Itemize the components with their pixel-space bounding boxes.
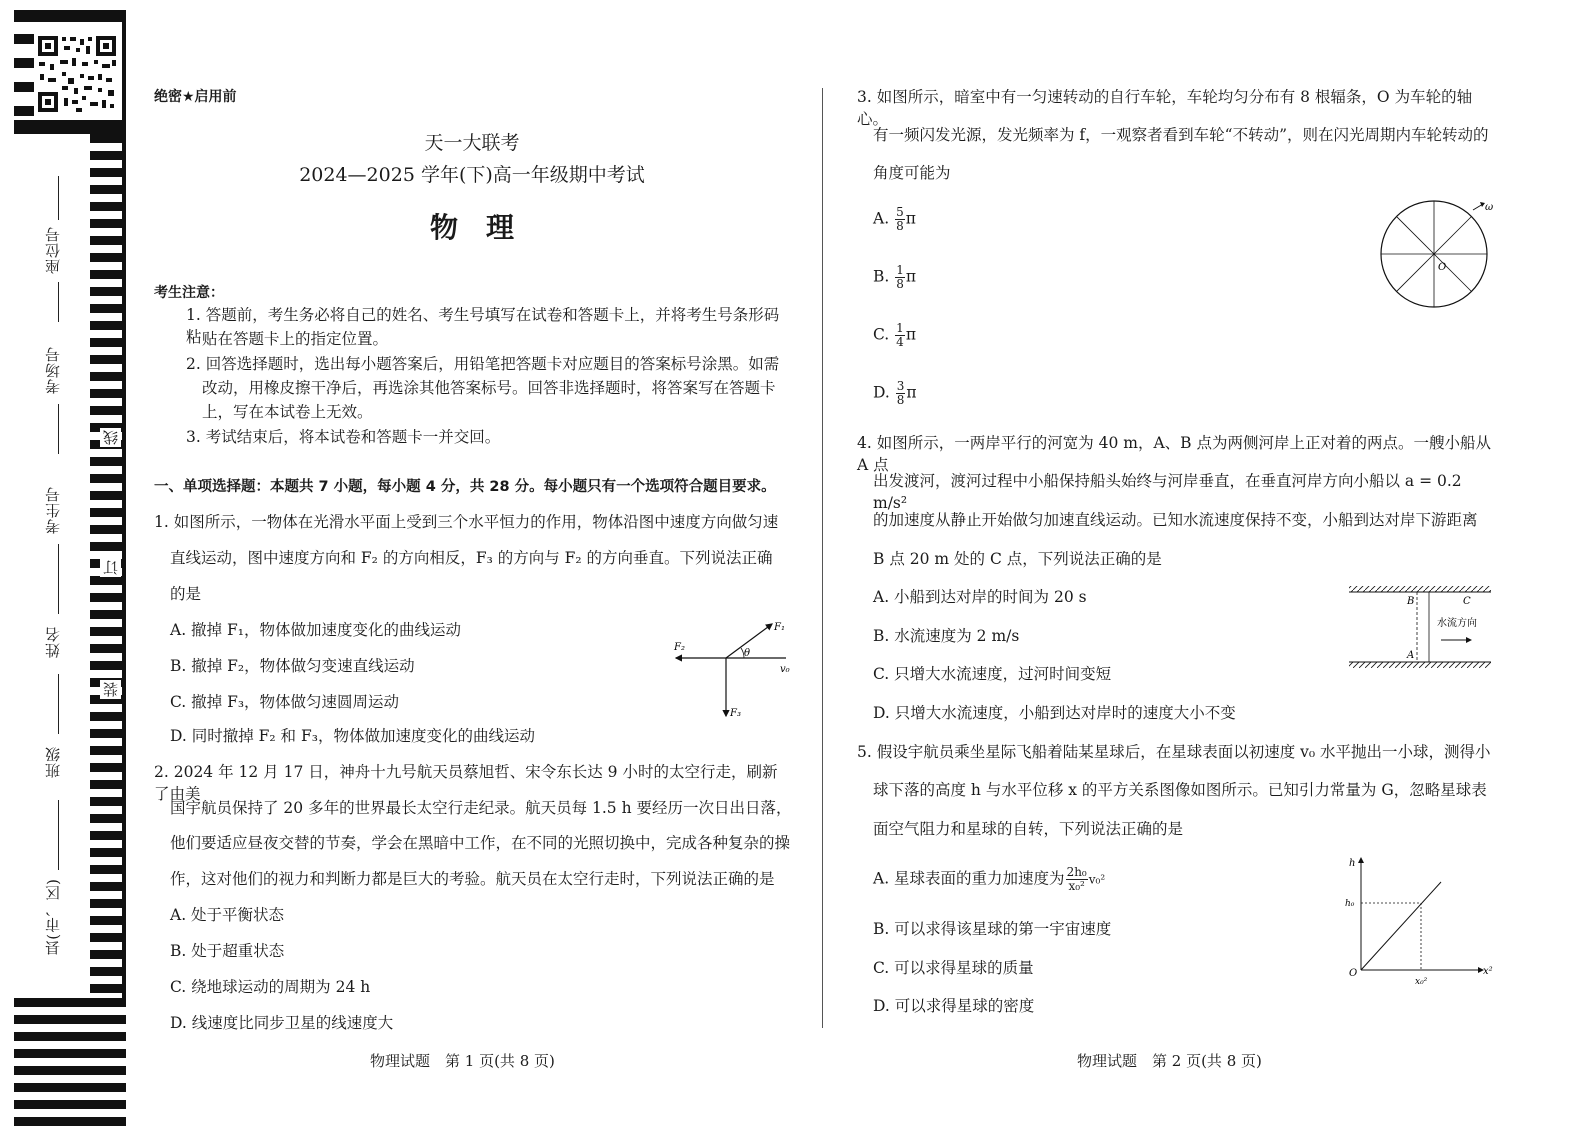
- q5-stem: 球下落的高度 h 与水平位移 x 的平方关系图像如图所示。已知引力常量为 G，忽略星球表: [873, 781, 1487, 799]
- q3-option-c[interactable]: C. $\frac{1}{4}$ π: [873, 321, 916, 349]
- exam-title: 2024—2025 学年(下)高一年级期中考试: [299, 164, 645, 186]
- notice-line: 改动，用橡皮擦干净后，再选涂其他答案标号。回答非选择题时，将答案写在答题卡: [202, 379, 776, 397]
- q3-stem: 3. 如图所示，暗室中有一匀速转动的自行车轮，车轮均匀分布有 8 根辐条，O 为车轮的轴心。: [857, 88, 1473, 128]
- q4-fig-b: B: [1407, 596, 1415, 607]
- q5-stem: 面空气阻力和星球的自转，下列说法正确的是: [873, 820, 1184, 838]
- class-line[interactable]: [58, 800, 59, 870]
- seat-number-line-lower: [58, 282, 59, 322]
- q3-stem: 有一频闪发光源，发光频率为 f，一观察者看到车轮“不转动”，则在闪光周期内车轮转动的: [873, 126, 1489, 144]
- cut-mark-bind: 订: [102, 560, 120, 575]
- q5-fig-x0: x₀²: [1415, 977, 1428, 987]
- name-line[interactable]: [58, 674, 59, 734]
- q3-option-d[interactable]: D. $\frac{3}{8}$ π: [873, 379, 917, 407]
- q4-option-d[interactable]: D. 只增大水流速度，小船到达对岸时的速度大小不变: [873, 704, 1236, 722]
- q5-fig-origin: O: [1349, 968, 1358, 979]
- q2-option-d[interactable]: D. 线速度比同步卫星的线速度大: [170, 1014, 394, 1032]
- q3-fig-center: O: [1438, 262, 1447, 273]
- q3-stem: 角度可能为: [873, 164, 951, 182]
- q5-fig-x-axis: x²: [1483, 966, 1493, 977]
- q5-fig-h0: h₀: [1345, 899, 1355, 909]
- q5-graph: [1333, 852, 1493, 992]
- q1-stem: 直线运动，图中速度方向和 F₂ 的方向相反，F₃ 的方向与 F₂ 的方向垂直。下列说法正确: [170, 549, 773, 567]
- notice-line: 1. 答题前，考生务必将自己的姓名、考生号填写在试卷和答题卡上，并将考生号条形码粘: [186, 306, 780, 346]
- section-heading: 一、单项选择题：本题共 7 小题，每小题 4 分，共 28 分。每小题只有一个选项符合题目要求。: [154, 479, 776, 495]
- q1-fig-v0: v₀: [780, 664, 790, 675]
- q1-stem: 1. 如图所示，一物体在光滑水平面上受到三个水平恒力的作用，物体沿图中速度方向做匀速: [154, 513, 779, 531]
- q4-stem: B 点 20 m 处的 C 点，下列说法正确的是: [873, 550, 1162, 568]
- q2-option-a[interactable]: A. 处于平衡状态: [170, 906, 285, 924]
- binding-strip: [0, 0, 130, 1138]
- q4-fig-a: A: [1407, 650, 1415, 661]
- notice-line: 贴在答题卡上的指定位置。: [202, 330, 389, 348]
- q1-fig-f3: F₃: [730, 708, 741, 719]
- q5-option-a[interactable]: A. 星球表面的重力加速度为 $\frac{\text{2h₀}}{\text{x₀²}}$ v₀²: [873, 865, 1106, 893]
- exam-room-label: 考场号: [44, 346, 62, 394]
- exam-org: 天一大联考: [424, 132, 520, 154]
- page-2-footer: 物理试题 第 2 页(共 8 页): [1077, 1052, 1262, 1070]
- q1-option-d[interactable]: D. 同时撤掉 F₂ 和 F₃，物体做加速度变化的曲线运动: [170, 727, 535, 745]
- q2-stem: 他们要适应昼夜交替的节奏，学会在黑暗中工作，在不同的光照切换中，完成各种复杂的操: [170, 834, 791, 852]
- q5-fig-h-axis: h: [1349, 858, 1356, 869]
- q2-stem: 2. 2024 年 12 月 17 日，神舟十九号航天员蔡旭哲、宋令东长达 9 小时的太空行走，刷新了由美: [154, 763, 778, 803]
- q4-option-c[interactable]: C. 只增大水流速度，过河时间变短: [873, 665, 1112, 683]
- q2-stem: 国宇航员保持了 20 多年的世界最长太空行走纪录。航天员每 1.5 h 要经历一次日出日落，: [170, 799, 792, 817]
- q1-option-c[interactable]: C. 撤掉 F₃，物体做匀速圆周运动: [170, 693, 400, 711]
- name-label: 姓名: [44, 626, 62, 658]
- notice-title: 考生注意：: [154, 285, 224, 301]
- q1-option-a[interactable]: A. 撤掉 F₁，物体做加速度变化的曲线运动: [170, 621, 461, 639]
- county-label: 县(市、区): [44, 878, 62, 956]
- q1-fig-f2: F₂: [674, 642, 685, 653]
- notice-line: 2. 回答选择题时，选出每小题答案后，用铅笔把答题卡对应题目的答案标号涂黑。如需: [186, 355, 780, 373]
- q2-stem: 作，这对他们的视力和判断力都是巨大的考验。航天员在太空行走时，下列说法正确的是: [170, 870, 775, 888]
- q5-stem: 5. 假设宇航员乘坐星际飞船着陆某星球后，在星球表面以初速度 v₀ 水平抛出一小球，测得小: [857, 743, 1491, 761]
- column-divider: [822, 88, 823, 1028]
- q1-force-diagram: [670, 612, 800, 722]
- page-1-footer: 物理试题 第 1 页(共 8 页): [370, 1052, 555, 1070]
- q4-river-diagram: [1347, 584, 1493, 670]
- notice-line: 3. 考试结束后，将本试卷和答题卡一并交回。: [186, 428, 501, 446]
- q4-option-b[interactable]: B. 水流速度为 2 m/s: [873, 627, 1020, 645]
- q5-option-b[interactable]: B. 可以求得该星球的第一宇宙速度: [873, 920, 1112, 938]
- subject-title: 物 理: [429, 211, 514, 244]
- q1-fig-f1: F₁: [774, 622, 785, 633]
- qr-code-icon: [36, 34, 118, 114]
- seat-number-line[interactable]: [58, 176, 59, 220]
- q4-fig-c: C: [1463, 596, 1471, 607]
- q4-stem: 4. 如图所示，一两岸平行的河宽为 40 m，A、B 点为两侧河岸上正对着的两点。一艘小船从 A 点: [857, 434, 1492, 474]
- cut-mark-line: 线: [102, 430, 120, 445]
- q2-option-c[interactable]: C. 绕地球运动的周期为 24 h: [170, 978, 371, 996]
- seat-number-label: 座位号: [44, 226, 62, 274]
- q4-fig-flow: 水流方向: [1437, 618, 1477, 629]
- q5-option-c[interactable]: C. 可以求得星球的质量: [873, 959, 1034, 977]
- class-label: 班级: [44, 746, 62, 778]
- q3-wheel-diagram: [1377, 196, 1497, 316]
- q4-stem: 出发渡河，渡河过程中小船保持船头始终与河岸垂直，在垂直河岸方向小船以 a = 0.2 m/s²: [873, 472, 1462, 512]
- q4-stem: 的加速度从静止开始做匀加速直线运动。已知水流速度保持不变，小船到达对岸下游距离: [873, 511, 1478, 529]
- q3-fig-omega: ω: [1485, 202, 1494, 213]
- exam-room-line[interactable]: [58, 404, 59, 454]
- q5-option-d[interactable]: D. 可以求得星球的密度: [873, 997, 1035, 1015]
- q4-option-a[interactable]: A. 小船到达对岸的时间为 20 s: [873, 588, 1087, 606]
- q1-stem: 的是: [170, 585, 202, 603]
- candidate-number-label: 考生号: [44, 486, 62, 534]
- q1-fig-theta: θ: [744, 648, 751, 659]
- q3-option-b[interactable]: B. $\frac{1}{8}$ π: [873, 263, 917, 291]
- q3-option-a[interactable]: A. $\frac{5}{8}$ π: [873, 205, 916, 233]
- secret-mark: 绝密★启用前: [154, 89, 237, 105]
- cut-mark-pack: 装: [102, 682, 120, 697]
- notice-line: 上，写在本试卷上无效。: [202, 403, 373, 421]
- q2-option-b[interactable]: B. 处于超重状态: [170, 942, 285, 960]
- q1-option-b[interactable]: B. 撤掉 F₂，物体做匀变速直线运动: [170, 657, 415, 675]
- candidate-number-line[interactable]: [58, 544, 59, 614]
